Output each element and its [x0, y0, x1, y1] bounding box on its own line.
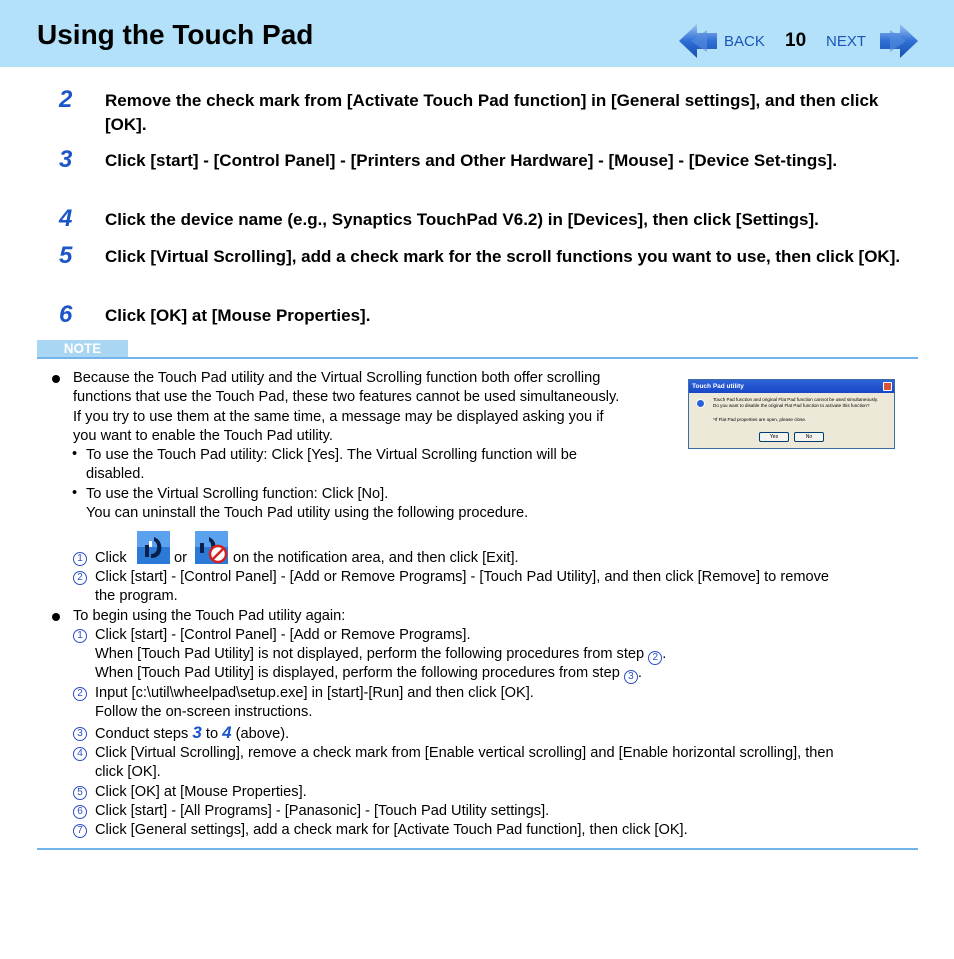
circled-number: 4	[73, 747, 87, 761]
note-text: Input [c:\util\wheelpad\setup.exe] in [start]-[Run] and then click [OK].	[95, 685, 534, 701]
note-text: the program.	[95, 588, 178, 604]
step-number: 2	[59, 86, 73, 113]
note-divider	[37, 357, 918, 359]
sub-bullet: •	[72, 446, 78, 462]
step-ref-link[interactable]: 2	[648, 651, 662, 665]
back-link[interactable]: BACK	[724, 33, 765, 50]
no-button: No	[794, 432, 824, 442]
step-ref-link[interactable]: 3	[624, 670, 638, 684]
note-text: Conduct steps 3 to 4 (above).	[95, 723, 290, 742]
note-text: To begin using the Touch Pad utility again:	[73, 608, 346, 624]
bullet-dot	[52, 613, 60, 621]
note-text: To use the Touch Pad utility: Click [Yes]. The Virtual Scrolling function will be	[86, 447, 578, 463]
circled-number: 1	[73, 552, 87, 566]
dialog-message: Do you want to disable the original Flat Pad function to activate this function?	[713, 403, 870, 408]
bullet-dot	[52, 375, 60, 383]
dialog-message: *If Flat Pad properties are open, please close.	[713, 417, 807, 422]
note-text: or	[174, 550, 187, 566]
note-text: you want to enable the Touch Pad utility.	[73, 428, 333, 444]
note-text: You can uninstall the Touch Pad utility using the following procedure.	[86, 505, 529, 521]
circled-number: 7	[73, 824, 87, 838]
step-text: Click [OK] at [Mouse Properties].	[105, 306, 371, 325]
step-number: 3	[59, 146, 73, 173]
step-text: Click [Virtual Scrolling], add a check mark for the scroll functions you want to use, then click [OK].	[105, 247, 901, 266]
note-text: When [Touch Pad Utility] is displayed, perform the following procedures from step 3 .	[95, 665, 642, 682]
note-text: When [Touch Pad Utility] is not displayed, perform the following procedures from step 2 .	[95, 646, 667, 663]
next-link[interactable]: NEXT	[826, 33, 867, 50]
note-text: To use the Virtual Scrolling function: Click [No].	[86, 486, 389, 502]
bottom-divider	[37, 848, 918, 850]
note-text: functions that use the Touch Pad, these two features cannot be used simultaneously.	[73, 389, 620, 405]
circled-number: 5	[73, 786, 87, 800]
step-text: Click the device name (e.g., Synaptics TouchPad V6.2) in [Devices], then click [Settings].	[105, 210, 819, 229]
note-text: Click [start] - [All Programs] - [Panasonic] - [Touch Pad Utility settings].	[95, 803, 550, 819]
note-label: NOTE	[37, 340, 128, 358]
page-title: Using the Touch Pad	[37, 19, 314, 50]
note-text: If you try to use them at the same time, a message may be displayed asking you if	[73, 409, 604, 425]
note-text: click [OK].	[95, 764, 161, 780]
step-number: 5	[59, 242, 73, 269]
step-ref: 3	[192, 723, 202, 742]
close-icon	[883, 382, 892, 391]
note-text: Follow the on-screen instructions.	[95, 704, 313, 720]
note-text: Because the Touch Pad utility and the Virtual Scrolling function both offer scrolling	[73, 370, 601, 386]
next-arrow-icon[interactable]	[878, 22, 920, 60]
note-text: disabled.	[86, 466, 145, 482]
back-arrow-icon[interactable]	[677, 22, 719, 60]
sub-bullet: •	[72, 485, 78, 501]
step-number: 6	[59, 301, 73, 328]
step-text: Remove the check mark from [Activate Touch Pad function] in [General settings], and then click [OK].	[105, 91, 879, 134]
circled-number: 1	[73, 629, 87, 643]
dialog-message: Touch Pad function and original Flat Pad function cannot be used simultaneously.	[713, 397, 879, 402]
note-text: Click [start] - [Control Panel] - [Add or Remove Programs].	[95, 627, 471, 643]
dialog-title	[689, 380, 894, 393]
circled-number: 3	[73, 727, 87, 741]
note-text: Click [start] - [Control Panel] - [Add or Remove Programs] - [Touch Pad Utility], and then click [Remove] to remove	[95, 569, 830, 585]
touch-pad-disabled-tray-icon	[195, 531, 228, 564]
dialog-title-text: Touch Pad utility	[692, 383, 744, 390]
note-text: Click [Virtual Scrolling], remove a check mark from [Enable vertical scrolling] and [Enable horizontal scrolling], then	[95, 745, 834, 761]
note-text: Click [OK] at [Mouse Properties].	[95, 784, 307, 800]
touch-pad-tray-icon	[137, 531, 170, 564]
step-ref: 4	[222, 723, 232, 742]
circled-number: 2	[73, 687, 87, 701]
step-text: Click [start] - [Control Panel] - [Printers and Other Hardware] - [Mouse] - [Device Set-tings].	[105, 151, 838, 170]
touch-pad-utility-dialog	[688, 379, 895, 449]
circled-number: 6	[73, 805, 87, 819]
question-icon	[696, 399, 705, 408]
note-text: Click [General settings], add a check mark for [Activate Touch Pad function], then click [OK].	[95, 822, 688, 838]
page-number: 10	[785, 30, 807, 51]
step-number: 4	[59, 205, 73, 232]
yes-button: Yes	[759, 432, 789, 442]
note-text: Click	[95, 550, 127, 566]
note-text: on the notification area, and then click [Exit].	[233, 550, 519, 566]
circled-number: 2	[73, 571, 87, 585]
